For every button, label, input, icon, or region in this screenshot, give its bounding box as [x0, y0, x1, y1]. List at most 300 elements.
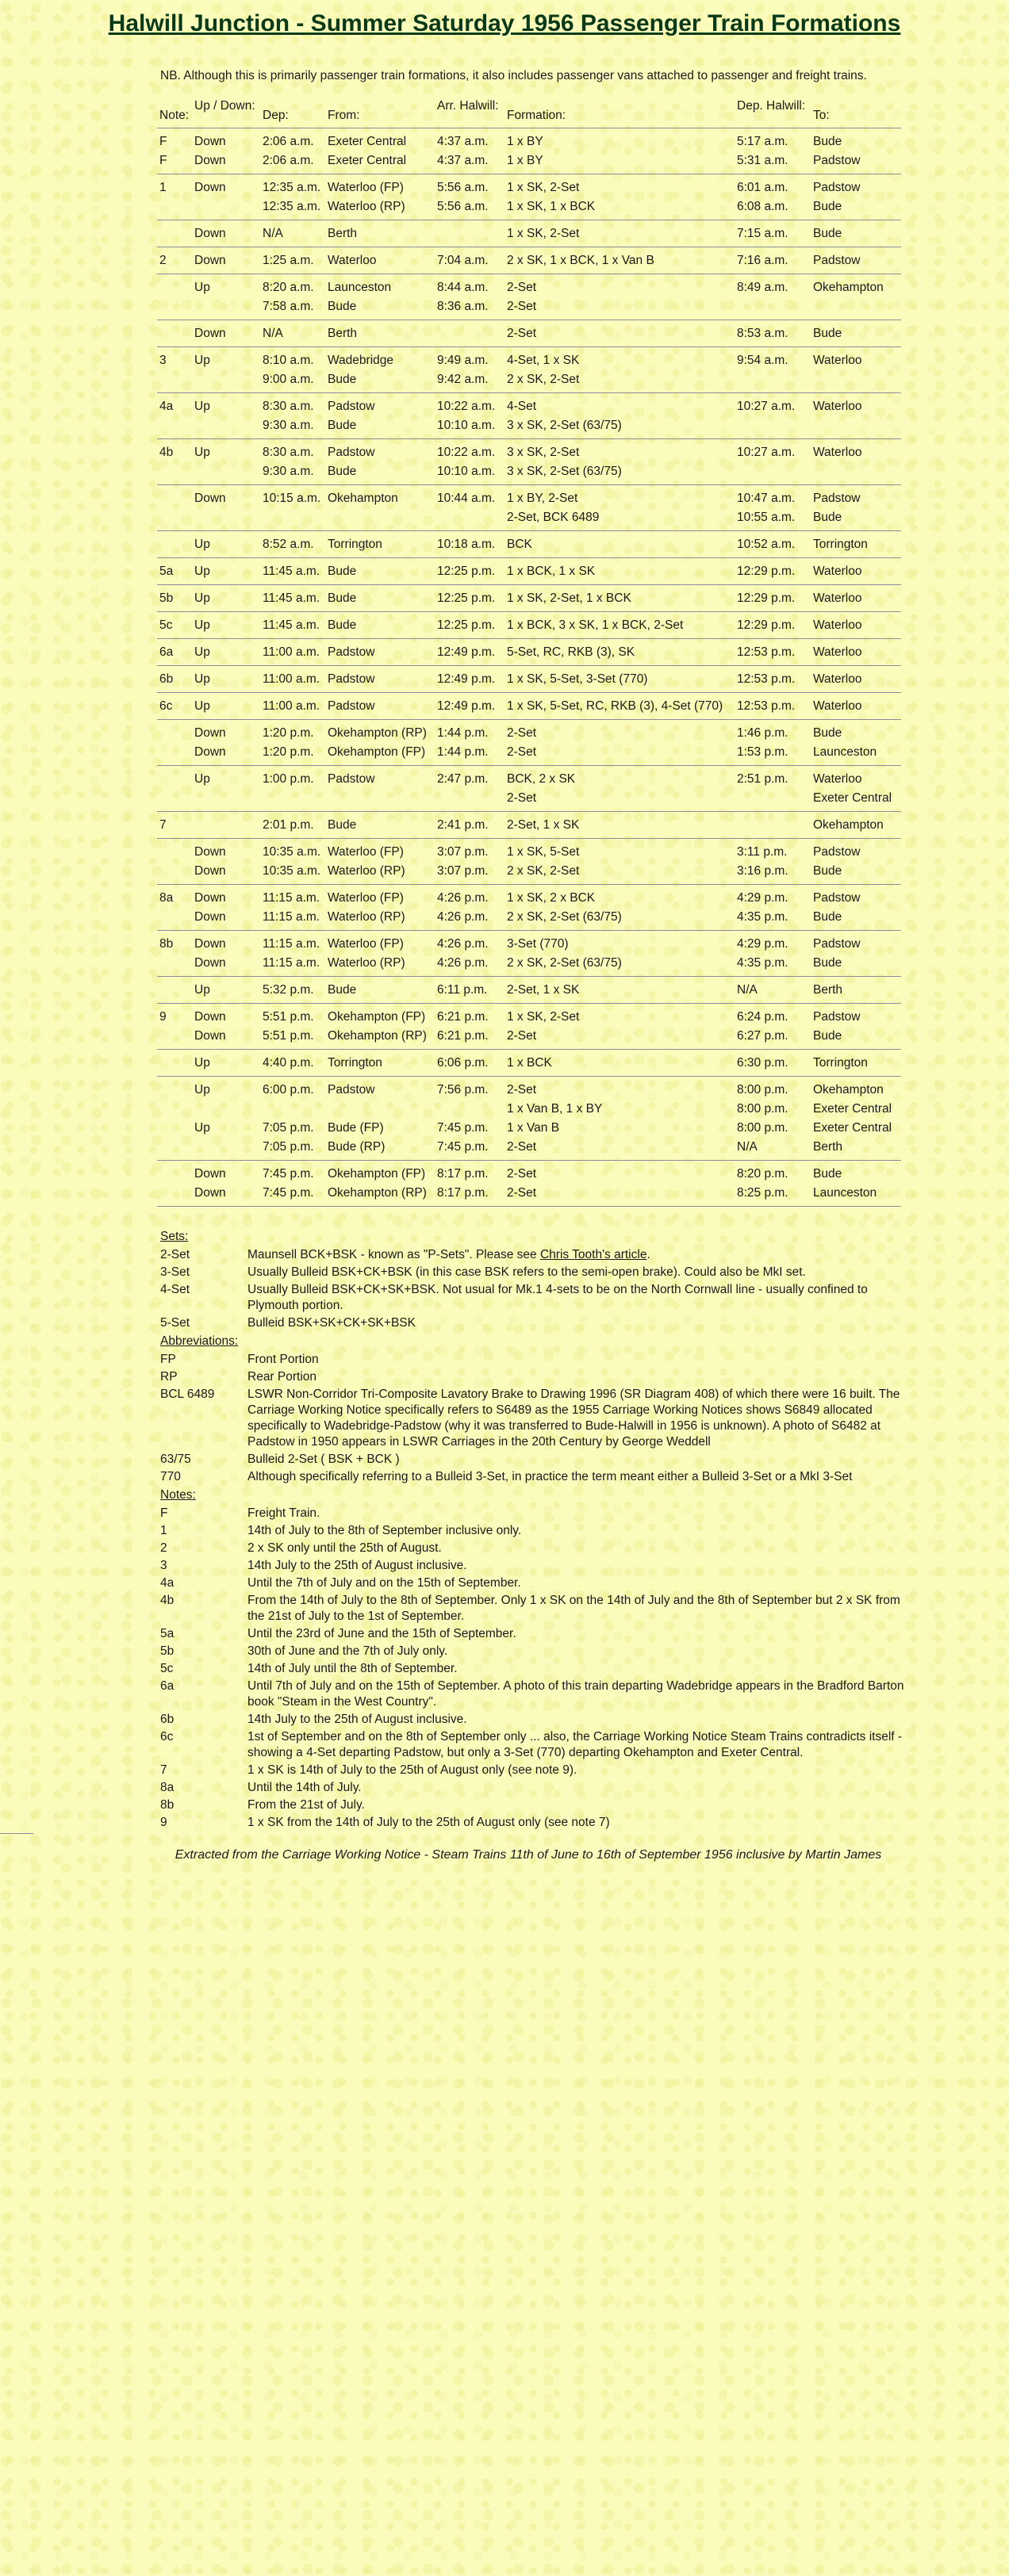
left-divider	[0, 1833, 33, 1834]
cell-arr: 5:56 a.m.	[437, 200, 489, 213]
table-row	[157, 1081, 901, 1100]
notes-item	[160, 1558, 906, 1574]
table-row	[157, 489, 901, 508]
cell-formation: 3 x SK, 2-Set	[507, 446, 580, 459]
cell-note	[157, 724, 192, 743]
cell-from: Padstow	[328, 772, 375, 786]
chris-tooth-article-link[interactable]: Chris Tooth's article	[539, 1248, 647, 1261]
cell-dep-halwill: 8:00 p.m.	[737, 1083, 788, 1097]
row-divider	[157, 481, 901, 489]
notes-item	[160, 1506, 906, 1521]
cell-formation: 1 x SK, 2-Set	[507, 227, 580, 240]
cell-note	[157, 197, 192, 216]
cell-from: Berth	[328, 227, 358, 240]
table-row	[157, 616, 901, 635]
cell-updown: Down	[194, 181, 226, 194]
cell-dep-halwill	[735, 462, 811, 481]
cell-arr: 12:49 p.m.	[437, 645, 496, 659]
table-row	[157, 954, 901, 973]
cell-to: Berth	[813, 983, 843, 997]
cell-dep-halwill: 8:25 p.m.	[737, 1186, 788, 1200]
cell-formation: 1 x BCK	[507, 1056, 552, 1070]
sets-key: 2-Set	[160, 1248, 190, 1261]
cell-to: Bude	[813, 956, 842, 970]
cell-to: Bude	[813, 135, 842, 148]
table-row	[157, 1138, 901, 1157]
cell-dep	[260, 508, 325, 527]
cell-formation: 1 x SK, 5-Set	[507, 845, 580, 859]
cell-note: 9	[159, 1010, 167, 1024]
cell-dep-halwill	[735, 789, 811, 808]
cell-from: Bude (RP)	[328, 1140, 386, 1154]
cell-dep: N/A	[263, 327, 283, 340]
cell-from: Bude (FP)	[328, 1121, 384, 1135]
sets-key: 4-Set	[160, 1283, 190, 1296]
cell-dep: 1:20 p.m.	[263, 745, 314, 759]
cell-from	[325, 1100, 435, 1119]
abbrev-item	[160, 1369, 906, 1385]
cell-from: Waterloo (RP)	[328, 956, 405, 970]
abbrev-value	[247, 1369, 906, 1385]
cell-to: Waterloo	[813, 591, 862, 605]
notes-key: F	[160, 1506, 168, 1520]
notes-text: 14th July to the 25th of August inclusive.	[247, 1713, 467, 1726]
cell-updown: Up	[194, 1083, 210, 1097]
cell-updown: Down	[194, 254, 226, 267]
cell-arr: 12:25 p.m.	[437, 565, 496, 578]
row-divider	[157, 270, 901, 278]
cell-from: Padstow	[328, 645, 375, 659]
abbreviations-title: Abbreviations:	[160, 1334, 239, 1348]
cell-arr: 12:49 p.m.	[437, 699, 496, 713]
row-divider	[157, 316, 901, 324]
cell-to: Waterloo	[813, 446, 862, 459]
cell-updown	[192, 197, 260, 216]
table-row	[157, 589, 901, 608]
cell-dep: 12:35 a.m.	[263, 200, 321, 213]
row-divider	[157, 762, 901, 770]
cell-arr: 12:25 p.m.	[437, 618, 496, 632]
cell-dep: N/A	[263, 227, 283, 240]
header-note: Note:	[159, 109, 190, 122]
table-row	[157, 562, 901, 581]
cell-dep-halwill: 4:29 p.m.	[737, 937, 788, 951]
cell-arr: 9:42 a.m.	[437, 373, 489, 386]
sets-value	[247, 1315, 906, 1331]
cell-updown	[192, 508, 260, 527]
cell-dep: 2:06 a.m.	[263, 154, 314, 167]
cell-note	[157, 508, 192, 527]
cell-note	[157, 1138, 192, 1157]
cell-arr: 8:44 a.m.	[437, 281, 489, 294]
row-divider	[157, 689, 901, 697]
cell-to: Padstow	[813, 492, 861, 505]
cell-formation: 1 x BCK, 3 x SK, 1 x BCK, 2-Set	[507, 618, 684, 632]
cell-formation: 2-Set	[507, 300, 537, 313]
cell-arr: 7:45 p.m.	[437, 1121, 489, 1135]
cell-to	[811, 416, 901, 435]
table-row	[157, 862, 901, 881]
cell-updown: Down	[194, 726, 226, 740]
cell-from: Waterloo (FP)	[328, 937, 404, 951]
cell-updown: Down	[194, 937, 226, 951]
cell-note: 6c	[159, 699, 173, 713]
table-row	[157, 397, 901, 416]
cell-to: Exeter Central	[813, 791, 892, 805]
cell-dep: 8:30 a.m.	[263, 400, 314, 413]
notes-item	[160, 1712, 906, 1728]
cell-dep-halwill: 5:17 a.m.	[737, 135, 788, 148]
sets-value	[247, 1265, 906, 1280]
cell-updown: Down	[194, 864, 226, 878]
notes-item	[160, 1541, 906, 1556]
cell-from: Exeter Central	[328, 135, 407, 148]
cell-arr: 4:26 p.m.	[437, 937, 489, 951]
cell-from: Padstow	[328, 699, 375, 713]
row-divider	[157, 635, 901, 643]
cell-dep-halwill: 1:46 p.m.	[737, 726, 788, 740]
cell-from: Bude	[328, 565, 357, 578]
notes-item	[160, 1593, 906, 1625]
cell-updown: Up	[194, 446, 210, 459]
cell-updown: Up	[194, 538, 210, 551]
cell-dep: 8:10 a.m.	[263, 354, 314, 367]
cell-from	[325, 789, 435, 808]
cell-formation: 2-Set	[507, 281, 537, 294]
cell-note: 2	[159, 254, 167, 267]
cell-arr: 1:44 p.m.	[437, 745, 489, 759]
cell-dep-halwill: 3:16 p.m.	[737, 864, 788, 878]
cell-formation: 1 x Van B, 1 x BY	[507, 1102, 603, 1116]
cell-dep-halwill: 12:53 p.m.	[737, 699, 796, 713]
cell-dep-halwill: 10:52 a.m.	[737, 538, 796, 551]
cell-updown: Down	[194, 845, 226, 859]
cell-dep-halwill: 6:08 a.m.	[737, 200, 788, 213]
cell-dep: 9:00 a.m.	[263, 373, 314, 386]
cell-dep-halwill: 12:29 p.m.	[737, 618, 796, 632]
cell-arr: 12:49 p.m.	[437, 672, 496, 686]
cell-from: Bude	[328, 465, 357, 478]
notes-item	[160, 1661, 906, 1677]
cell-dep-halwill: 9:54 a.m.	[737, 354, 788, 367]
table-row	[157, 1008, 901, 1027]
table-row	[157, 324, 901, 343]
table-row	[157, 908, 901, 927]
cell-arr: 10:10 a.m.	[437, 419, 496, 432]
header-dep: Dep:	[263, 109, 289, 122]
cell-arr: 7:45 p.m.	[437, 1140, 489, 1154]
row-divider	[157, 927, 901, 935]
cell-dep-halwill: 10:27 a.m.	[737, 400, 796, 413]
cell-formation: 4-Set	[507, 400, 537, 413]
cell-from: Torrington	[328, 1056, 382, 1070]
cell-note	[157, 843, 192, 862]
cell-dep-halwill: 7:16 a.m.	[737, 254, 788, 267]
row-divider	[157, 243, 901, 251]
row-divider	[157, 170, 901, 178]
cell-arr	[435, 508, 504, 527]
cell-note	[157, 278, 192, 297]
sets-title: Sets:	[160, 1230, 189, 1243]
cell-updown: Up	[194, 1121, 210, 1135]
table-row	[157, 670, 901, 689]
notes-key: 5b	[160, 1644, 175, 1658]
cell-updown: Down	[194, 327, 226, 340]
cell-note	[157, 324, 192, 343]
cell-formation: 5-Set, RC, RKB (3), SK	[507, 645, 635, 659]
row-divider	[157, 608, 901, 616]
cell-note	[157, 1054, 192, 1073]
notes-value	[247, 1678, 906, 1710]
cell-arr: 6:21 p.m.	[437, 1010, 489, 1024]
cell-note	[157, 1100, 192, 1119]
notes-value	[247, 1541, 906, 1556]
cell-from: Waterloo (FP)	[328, 845, 404, 859]
sets-key: 3-Set	[160, 1265, 190, 1279]
cell-formation: 2 x SK, 2-Set (63/75)	[507, 910, 622, 924]
table-row	[157, 251, 901, 270]
cell-to	[811, 462, 901, 481]
row-divider	[157, 216, 901, 224]
cell-dep	[260, 1100, 325, 1119]
cell-dep: 12:35 a.m.	[263, 181, 321, 194]
cell-from: Waterloo (RP)	[328, 864, 405, 878]
cell-arr: 7:04 a.m.	[437, 254, 489, 267]
sets-value	[247, 1282, 906, 1314]
row-divider	[157, 389, 901, 397]
cell-formation: 3 x SK, 2-Set (63/75)	[507, 465, 622, 478]
cell-arr: 6:06 p.m.	[437, 1056, 489, 1070]
notes-text: 14th July to the 25th of August inclusive.	[247, 1559, 467, 1572]
cell-updown: Up	[194, 618, 210, 632]
row-divider	[157, 1000, 901, 1008]
cell-dep-halwill: 4:35 p.m.	[737, 956, 788, 970]
notes-value	[247, 1523, 906, 1539]
cell-from: Bude	[328, 419, 357, 432]
row-divider	[157, 581, 901, 589]
abbrev-value	[247, 1452, 906, 1468]
notes-value	[247, 1661, 906, 1677]
table-header-row	[157, 97, 901, 124]
row-divider	[157, 343, 901, 351]
table-row	[157, 416, 901, 435]
notes-key: 4b	[160, 1594, 175, 1607]
notes-item	[160, 1729, 906, 1761]
cell-formation: 2-Set	[507, 1140, 537, 1154]
cell-to: Exeter Central	[813, 1102, 892, 1116]
notes-text: Until the 14th of July.	[247, 1781, 362, 1794]
cell-formation: 2-Set	[507, 791, 537, 805]
cell-from: Bude	[328, 591, 357, 605]
sets-key: 5-Set	[160, 1316, 190, 1330]
cell-arr: 8:17 p.m.	[437, 1167, 489, 1181]
table-row	[157, 697, 901, 716]
cell-note	[157, 224, 192, 243]
cell-formation: 2 x SK, 2-Set	[507, 373, 580, 386]
cell-dep: 11:15 a.m.	[263, 956, 320, 970]
cell-note: F	[159, 135, 167, 148]
abbrev-value	[247, 1469, 906, 1485]
notes-key: 5a	[160, 1627, 175, 1640]
cell-to: Bude	[813, 511, 842, 524]
cell-dep-halwill: 5:31 a.m.	[737, 154, 788, 167]
cell-dep: 9:30 a.m.	[263, 419, 314, 432]
table-row	[157, 224, 901, 243]
cell-note	[157, 770, 192, 789]
abbrev-value	[247, 1387, 906, 1450]
cell-arr: 10:44 a.m.	[437, 492, 496, 505]
cell-to: Bude	[813, 864, 842, 878]
cell-dep-halwill: 4:29 p.m.	[737, 891, 788, 905]
cell-from: Waterloo (FP)	[328, 891, 404, 905]
sets-text: Bulleid BSK+SK+CK+SK+BSK	[247, 1316, 416, 1330]
cell-updown: Up	[194, 591, 210, 605]
cell-updown	[192, 1100, 260, 1119]
cell-note	[157, 1081, 192, 1100]
cell-formation: 2-Set, 1 x SK	[507, 818, 580, 832]
cell-formation: 4-Set, 1 x SK	[507, 354, 580, 367]
cell-arr: 6:21 p.m.	[437, 1029, 489, 1043]
header-updown: Up / Down:	[194, 99, 255, 113]
cell-from: Okehampton	[328, 492, 398, 505]
notes-key: 4a	[160, 1576, 175, 1590]
notes-key: 8a	[160, 1781, 175, 1794]
notes-value	[247, 1575, 906, 1591]
cell-from: Bude	[328, 618, 357, 632]
cell-from: Torrington	[328, 538, 382, 551]
notes-key: 2	[160, 1541, 167, 1555]
cell-formation: 2-Set	[507, 726, 537, 740]
cell-updown	[192, 370, 260, 389]
cell-dep-halwill: 7:15 a.m.	[737, 227, 788, 240]
cell-dep: 8:20 a.m.	[263, 281, 314, 294]
notes-text: 1st of September and on the 8th of September only ... also, the Carriage Working Notice Steam Trains contradicts itself - showing a 4-Set departing Padstow, but only a 3-Set (770) departing Okehampton and Exeter Central.	[247, 1730, 903, 1759]
cell-to: Bude	[813, 726, 842, 740]
table-row	[157, 1119, 901, 1138]
cell-updown: Up	[194, 699, 210, 713]
cell-dep-halwill: N/A	[737, 983, 758, 997]
cell-note: F	[159, 154, 167, 167]
table-row	[157, 178, 901, 197]
notes-value	[247, 1506, 906, 1521]
cell-arr: 10:22 a.m.	[437, 400, 496, 413]
cell-arr: 3:07 p.m.	[437, 845, 489, 859]
cell-updown	[192, 416, 260, 435]
cell-to: Padstow	[813, 937, 861, 951]
cell-note: 1	[159, 181, 167, 194]
notes-key: 5c	[160, 1662, 174, 1675]
table-row	[157, 789, 901, 808]
cell-dep: 1:20 p.m.	[263, 726, 314, 740]
cell-dep-halwill	[735, 816, 811, 835]
cell-formation: 1 x SK, 5-Set, RC, RKB (3), 4-Set (770)	[507, 699, 723, 713]
cell-note	[157, 981, 192, 1000]
cell-updown: Up	[194, 1056, 210, 1070]
table-row	[157, 297, 901, 316]
cell-updown: Up	[194, 645, 210, 659]
cell-from: Padstow	[328, 446, 375, 459]
cell-to: Padstow	[813, 1010, 861, 1024]
table-row	[157, 443, 901, 462]
cell-note	[157, 862, 192, 881]
cell-note	[157, 1184, 192, 1203]
cell-updown: Down	[194, 1010, 226, 1024]
cell-formation: 1 x BY, 2-Set	[507, 492, 578, 505]
cell-from: Bude	[328, 373, 357, 386]
row-divider	[157, 973, 901, 981]
cell-dep: 7:45 p.m.	[263, 1167, 314, 1181]
cell-dep: 9:30 a.m.	[263, 465, 314, 478]
notes-item	[160, 1780, 906, 1796]
cell-dep: 10:15 a.m.	[263, 492, 321, 505]
cell-arr: 2:47 p.m.	[437, 772, 489, 786]
cell-note	[157, 954, 192, 973]
notes-item	[160, 1815, 906, 1831]
abbrev-item	[160, 1387, 906, 1450]
abbrev-text: Bulleid 2-Set ( BSK + BCK )	[247, 1453, 400, 1466]
cell-arr: 4:37 a.m.	[437, 135, 489, 148]
cell-dep-halwill: 12:53 p.m.	[737, 645, 796, 659]
cell-dep: 5:51 p.m.	[263, 1010, 314, 1024]
cell-formation: 2-Set	[507, 745, 537, 759]
cell-note	[157, 297, 192, 316]
table-row	[157, 770, 901, 789]
cell-arr: 10:18 a.m.	[437, 538, 496, 551]
cell-dep: 4:40 p.m.	[263, 1056, 314, 1070]
cell-dep: 11:15 a.m.	[263, 937, 320, 951]
cell-formation: 2-Set	[507, 1186, 537, 1200]
notes-text: 1 x SK from the 14th of July to the 25th of August only (see note 7)	[247, 1816, 610, 1829]
cell-updown: Down	[194, 1029, 226, 1043]
table-row	[157, 643, 901, 662]
cell-from: Launceston	[328, 281, 392, 294]
cell-formation: 1 x SK, 2 x BCK	[507, 891, 596, 905]
notes-value	[247, 1558, 906, 1574]
table-row	[157, 151, 901, 170]
notes-item	[160, 1797, 906, 1813]
cell-formation: 1 x SK, 2-Set	[507, 1010, 580, 1024]
cell-from: Bude	[328, 983, 357, 997]
abbreviations-section	[160, 1333, 906, 1485]
notes-value	[247, 1780, 906, 1796]
cell-dep-halwill: 12:53 p.m.	[737, 672, 796, 686]
cell-dep: 11:00 a.m.	[263, 699, 320, 713]
cell-updown: Down	[194, 492, 226, 505]
cell-dep-halwill: 3:11 p.m.	[737, 845, 788, 859]
table-row	[157, 743, 901, 762]
cell-from: Bude	[328, 300, 357, 313]
cell-to: Bude	[813, 1029, 842, 1043]
abbrev-item	[160, 1352, 906, 1368]
abbrev-text: Front Portion	[247, 1353, 319, 1366]
notes-key: 7	[160, 1763, 167, 1777]
cell-arr: 4:37 a.m.	[437, 154, 489, 167]
cell-from	[325, 508, 435, 527]
table-row	[157, 816, 901, 835]
notes-key: 9	[160, 1816, 167, 1829]
cell-note: 3	[159, 354, 167, 367]
cell-from: Berth	[328, 327, 358, 340]
cell-from: Okehampton (FP)	[328, 1167, 426, 1181]
cell-note	[157, 789, 192, 808]
cell-dep-halwill: 8:49 a.m.	[737, 281, 788, 294]
notes-item	[160, 1644, 906, 1659]
cell-formation: 1 x BY	[507, 154, 543, 167]
cell-arr: 10:22 a.m.	[437, 446, 496, 459]
cell-dep-halwill: 12:29 p.m.	[737, 565, 796, 578]
sets-text: Maunsell BCK+BSK - known as "P-Sets". Please see	[247, 1248, 540, 1261]
header-from: From:	[328, 109, 360, 122]
